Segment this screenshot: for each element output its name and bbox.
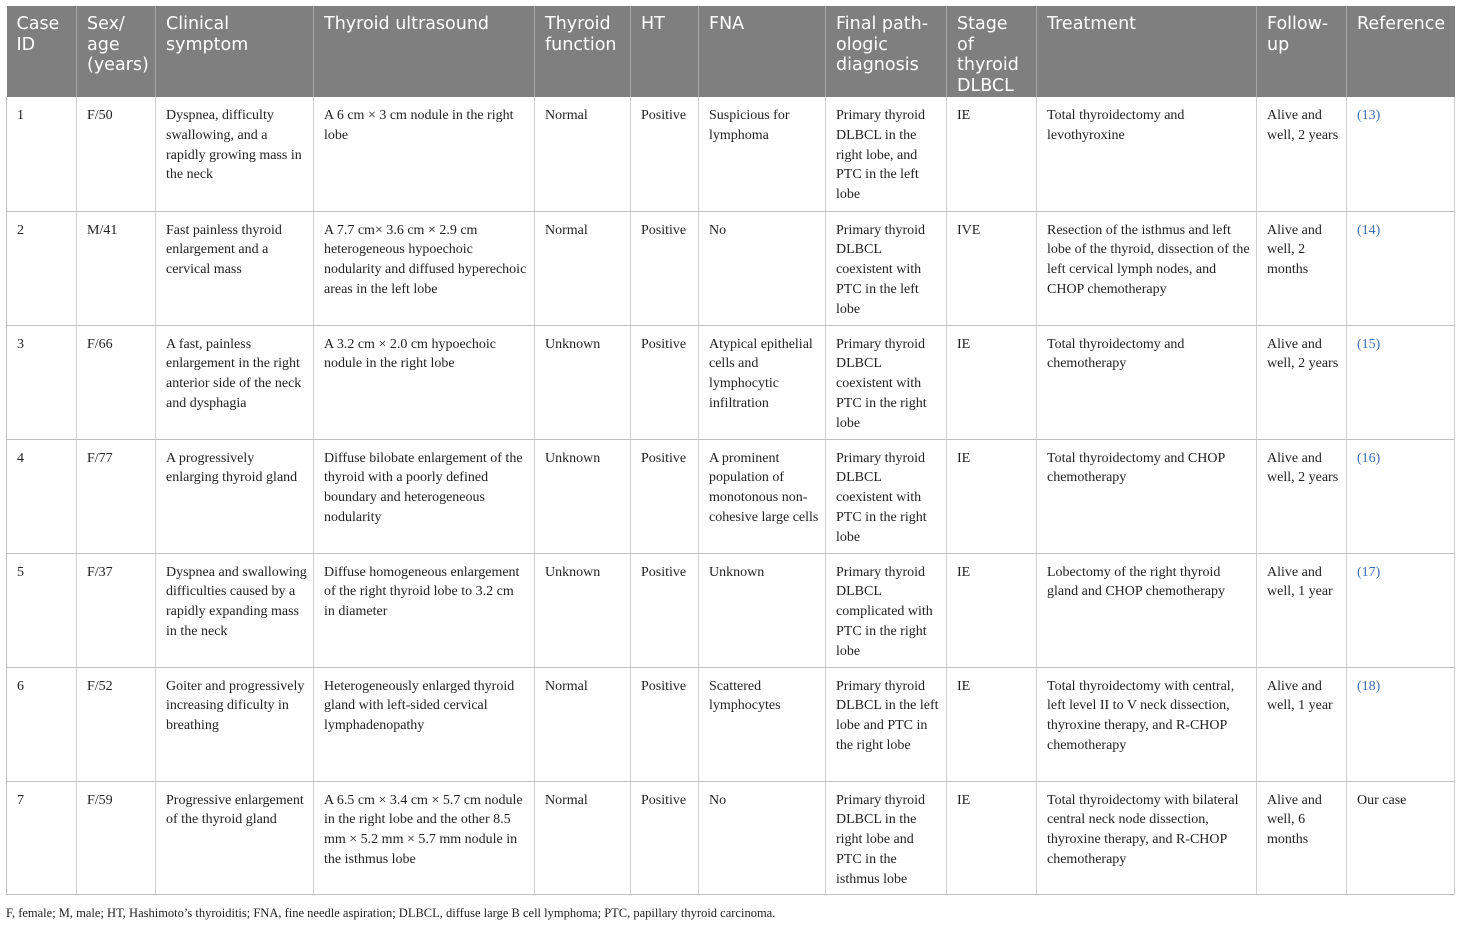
- cell-final-diagnosis: Primary thyroid DLBCL coexistent with PTC in the left lobe: [826, 211, 947, 325]
- cell-sex-age: F/77: [77, 439, 156, 553]
- cell-ht: Positive: [631, 781, 699, 894]
- cell-final-diagnosis: Primary thyroid DLBCL coexistent with PTC in the right lobe: [826, 439, 947, 553]
- header-ht: HT: [631, 6, 699, 97]
- cell-follow-up: Alive and well, 2 years: [1257, 97, 1347, 211]
- cell-stage: IE: [947, 97, 1037, 211]
- cell-ht: Positive: [631, 97, 699, 211]
- cell-follow-up: Alive and well, 2 years: [1257, 439, 1347, 553]
- reference-link[interactable]: (18): [1357, 678, 1381, 694]
- cell-final-diagnosis: Primary thyroid DLBCL in the right lobe, and PTC in the left lobe: [826, 97, 947, 211]
- reference-link[interactable]: (17): [1357, 564, 1381, 580]
- cell-ht: Positive: [631, 439, 699, 553]
- cell-reference: Our case: [1347, 781, 1455, 894]
- cell-sex-age: F/66: [77, 325, 156, 439]
- table-row: [7, 439, 1455, 553]
- cell-follow-up: Alive and well, 2 months: [1257, 211, 1347, 325]
- cell-thyroid-function: Unknown: [535, 439, 631, 553]
- cell-ht: Positive: [631, 325, 699, 439]
- header-thyroid-function: Thyroid function: [535, 6, 631, 97]
- cell-stage: IE: [947, 781, 1037, 894]
- cell-sex-age: F/52: [77, 667, 156, 781]
- cell-thyroid-ultrasound: A 3.2 cm × 2.0 cm hypoechoic nodule in the right lobe: [314, 325, 535, 439]
- cell-reference: [1347, 439, 1455, 553]
- case-table: [6, 6, 1455, 895]
- cell-follow-up: Alive and well, 1 year: [1257, 667, 1347, 781]
- cell-treatment: Total thyroidectomy with bilateral central neck node dissection, thyroxine therapy, and R-CHOP chemotherapy: [1037, 781, 1257, 894]
- table-row: [7, 325, 1455, 439]
- cell-stage: IVE: [947, 211, 1037, 325]
- cell-thyroid-function: Normal: [535, 781, 631, 894]
- cell-thyroid-ultrasound: A 6 cm × 3 cm nodule in the right lobe: [314, 97, 535, 211]
- cell-ht: Positive: [631, 667, 699, 781]
- header-sex-age: Sex/ age (years): [77, 6, 156, 97]
- cell-fna: Atypical epithelial cells and lymphocytic infiltration: [699, 325, 826, 439]
- cell-thyroid-function: Normal: [535, 667, 631, 781]
- cell-thyroid-function: Unknown: [535, 325, 631, 439]
- cell-clinical-symptom: A progressively enlarging thyroid gland: [156, 439, 314, 553]
- cell-clinical-symptom: Fast painless thyroid enlargement and a cervical mass: [156, 211, 314, 325]
- cell-fna: A prominent population of monotonous non-cohesive large cells: [699, 439, 826, 553]
- header-clinical-symptom: Clinical symptom: [156, 6, 314, 97]
- cell-thyroid-ultrasound: Heterogeneously enlarged thyroid gland with left-sided cervical lymphadenopathy: [314, 667, 535, 781]
- cell-final-diagnosis: Primary thyroid DLBCL coexistent with PTC in the right lobe: [826, 325, 947, 439]
- cell-final-diagnosis: Primary thyroid DLBCL in the right lobe and PTC in the isthmus lobe: [826, 781, 947, 894]
- cell-thyroid-function: Unknown: [535, 553, 631, 667]
- cell-case-id: 7: [7, 781, 77, 894]
- cell-clinical-symptom: Goiter and progressively increasing dificulty in breathing: [156, 667, 314, 781]
- cell-treatment: Lobectomy of the right thyroid gland and CHOP chemotherapy: [1037, 553, 1257, 667]
- cell-case-id: 5: [7, 553, 77, 667]
- cell-sex-age: M/41: [77, 211, 156, 325]
- cell-reference: [1347, 325, 1455, 439]
- cell-sex-age: F/37: [77, 553, 156, 667]
- cell-treatment: Resection of the isthmus and left lobe of the thyroid, dissection of the left cervical lymph nodes, and CHOP chemotherapy: [1037, 211, 1257, 325]
- header-treatment: Treatment: [1037, 6, 1257, 97]
- cell-clinical-symptom: Progressive enlargement of the thyroid gland: [156, 781, 314, 894]
- cell-follow-up: Alive and well, 2 years: [1257, 325, 1347, 439]
- cell-fna: Unknown: [699, 553, 826, 667]
- cell-fna: Scattered lymphocytes: [699, 667, 826, 781]
- cell-ht: Positive: [631, 211, 699, 325]
- header-final-diagnosis: Final pathologic diagnosis: [826, 6, 947, 97]
- header-stage: Stage of thyroid DLBCL: [947, 6, 1037, 97]
- cell-reference: [1347, 667, 1455, 781]
- cell-stage: IE: [947, 439, 1037, 553]
- cell-stage: IE: [947, 325, 1037, 439]
- cell-fna: Suspicious for lymphoma: [699, 97, 826, 211]
- table-footnote: F, female; M, male; HT, Hashimoto’s thyroiditis; FNA, fine needle aspiration; DLBCL, diffuse large B cell lymphoma; PTC, papillary thyroid carcinoma.: [6, 906, 776, 920]
- cell-clinical-symptom: A fast, painless enlargement in the right anterior side of the neck and dysphagia: [156, 325, 314, 439]
- cell-thyroid-ultrasound: Diffuse bilobate enlargement of the thyroid with a poorly defined boundary and heterogeneous nodularity: [314, 439, 535, 553]
- cell-treatment: Total thyroidectomy and CHOP chemotherapy: [1037, 439, 1257, 553]
- cell-thyroid-ultrasound: A 6.5 cm × 3.4 cm × 5.7 cm nodule in the right lobe and the other 8.5 mm × 5.2 mm × 5.7 mm nodule in the isthmus lobe: [314, 781, 535, 894]
- cell-treatment: Total thyroidectomy and levothyroxine: [1037, 97, 1257, 211]
- table-row: [7, 211, 1455, 325]
- cell-case-id: 6: [7, 667, 77, 781]
- cell-fna: No: [699, 211, 826, 325]
- cell-thyroid-function: Normal: [535, 97, 631, 211]
- cell-ht: Positive: [631, 553, 699, 667]
- header-reference: Reference: [1347, 6, 1455, 97]
- header-thyroid-ultrasound: Thyroid ultrasound: [314, 6, 535, 97]
- cell-thyroid-ultrasound: Diffuse homogeneous enlargement of the right thyroid lobe to 3.2 cm in diameter: [314, 553, 535, 667]
- header-fna: FNA: [699, 6, 826, 97]
- cell-final-diagnosis: Primary thyroid DLBCL complicated with PTC in the right lobe: [826, 553, 947, 667]
- cell-reference: [1347, 211, 1455, 325]
- cell-reference: [1347, 553, 1455, 667]
- cell-case-id: 1: [7, 97, 77, 211]
- cell-fna: No: [699, 781, 826, 894]
- header-case-id: Case ID: [7, 6, 77, 97]
- cell-treatment: Total thyroidectomy with central, left level II to V neck dissection, thyroxine therapy, and R-CHOP chemotherapy: [1037, 667, 1257, 781]
- reference-link[interactable]: (14): [1357, 222, 1381, 238]
- cell-sex-age: F/59: [77, 781, 156, 894]
- table-row: [7, 667, 1455, 781]
- cell-clinical-symptom: Dyspnea, difficulty swallowing, and a rapidly growing mass in the neck: [156, 97, 314, 211]
- table-row: [7, 97, 1455, 211]
- reference-link[interactable]: (15): [1357, 336, 1381, 352]
- cell-thyroid-ultrasound: A 7.7 cm× 3.6 cm × 2.9 cm heterogeneous hypoechoic nodularity and diffused hyperechoic areas in the left lobe: [314, 211, 535, 325]
- table-row: [7, 553, 1455, 667]
- table-row: [7, 781, 1455, 894]
- cell-thyroid-function: Normal: [535, 211, 631, 325]
- cell-treatment: Total thyroidectomy and chemotherapy: [1037, 325, 1257, 439]
- cell-clinical-symptom: Dyspnea and swallowing difficulties caused by a rapidly expanding mass in the neck: [156, 553, 314, 667]
- cell-follow-up: Alive and well, 1 year: [1257, 553, 1347, 667]
- cell-case-id: 2: [7, 211, 77, 325]
- cell-case-id: 3: [7, 325, 77, 439]
- reference-link[interactable]: (13): [1357, 108, 1381, 123]
- table-header-row: [7, 6, 1455, 97]
- cell-stage: IE: [947, 553, 1037, 667]
- cell-reference: [1347, 97, 1455, 211]
- reference-link[interactable]: (16): [1357, 450, 1381, 466]
- cell-stage: IE: [947, 667, 1037, 781]
- cell-case-id: 4: [7, 439, 77, 553]
- header-follow-up: Followup: [1257, 6, 1347, 97]
- cell-final-diagnosis: Primary thyroid DLBCL in the left lobe and PTC in the right lobe: [826, 667, 947, 781]
- cell-sex-age: F/50: [77, 97, 156, 211]
- cell-follow-up: Alive and well, 6 months: [1257, 781, 1347, 894]
